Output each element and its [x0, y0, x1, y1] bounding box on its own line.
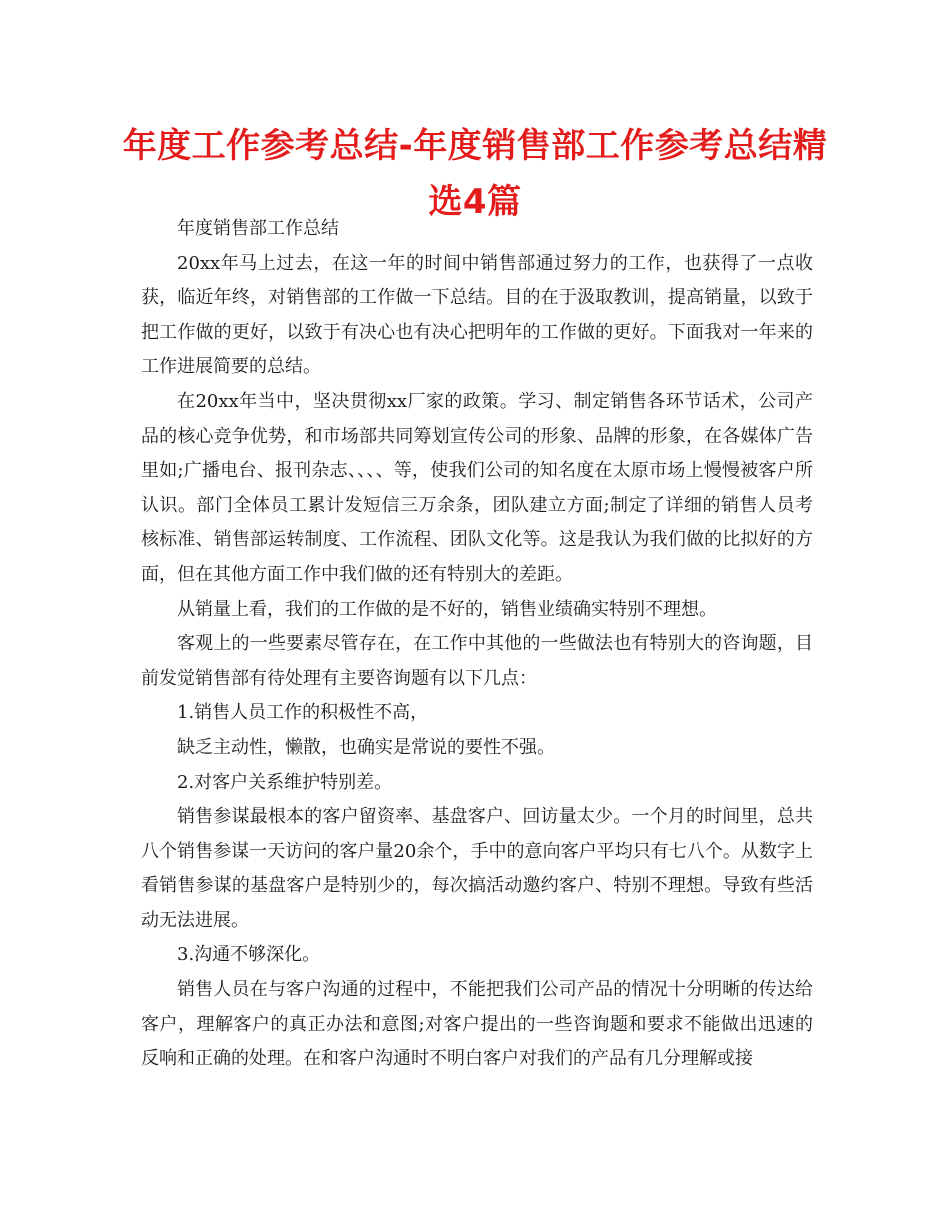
list-item: 2.对客户关系维护特别差。	[177, 771, 393, 793]
list-item: 1.销售人员工作的积极性不高，	[177, 702, 429, 724]
paragraph: 客观上的一些要素尽管存在，在工作中其他的一些做法也有特别大的咨询题，目前发觉销售部有待处理有主要咨询题有以下几点：	[141, 633, 813, 689]
list-item: 3.沟通不够深化。	[177, 944, 321, 966]
paragraph: 缺乏主动性，懒散，也确实是常说的要性不强。	[177, 736, 555, 758]
paragraph: 20xx年马上过去，在这一年的时间中销售部通过努力的工作，也获得了一点收获，临近年终，对销售部的工作做一下总结。目的在于汲取教训，提高销量，以致于把工作做的更好，以致于有决心也有决心把明年的工作做的更好。下面我对一年来的工作进展简要的总结。	[141, 252, 813, 378]
paragraph-heading: 年度销售部工作总结	[177, 218, 339, 239]
document-body	[141, 212, 813, 1077]
paragraph: 从销量上看，我们的工作做的是不好的，销售业绩确实特别不理想。	[177, 598, 717, 620]
paragraph: 在20xx年当中，坚决贯彻xx厂家的政策。学习、制定销售各环节话术，公司产品的核心竞争优势，和市场部共同筹划宣传公司的形象、品牌的形象，在各媒体广告里如;广播电台、报刊杂志、、、、等，使我们公司的知名度在太原市场上慢慢被客户所认识。部门全体员工累计发短信三万余条，团队建立方面;制定了详细的销售人员考核标准、销售部运转制度、工作流程、团队文化等。这是我认为我们做的比拟好的方面，但在其他方面工作中我们做的还有特别大的差距。	[141, 390, 813, 585]
paragraph: 销售参谋最根本的客户留资率、基盘客户、回访量太少。一个月的时间里，总共八个销售参谋一天访问的客户量20余个，手中的意向客户平均只有七八个。从数字上看销售参谋的基盘客户是特别少的，每次搞活动邀约客户、特别不理想。导致有些活动无法进展。	[141, 806, 813, 931]
document-title: 年度工作参考总结-年度销售部工作参考总结精选4篇	[122, 126, 828, 222]
paragraph: 销售人员在与客户沟通的过程中，不能把我们公司产品的情况十分明晰的传达给客户，理解客户的真正办法和意图;对客户提出的一些咨询题和要求不能做出迅速的反响和正确的处理。在和客户沟通时不明白客户对我们的产品有几分理解或接	[141, 979, 813, 1070]
